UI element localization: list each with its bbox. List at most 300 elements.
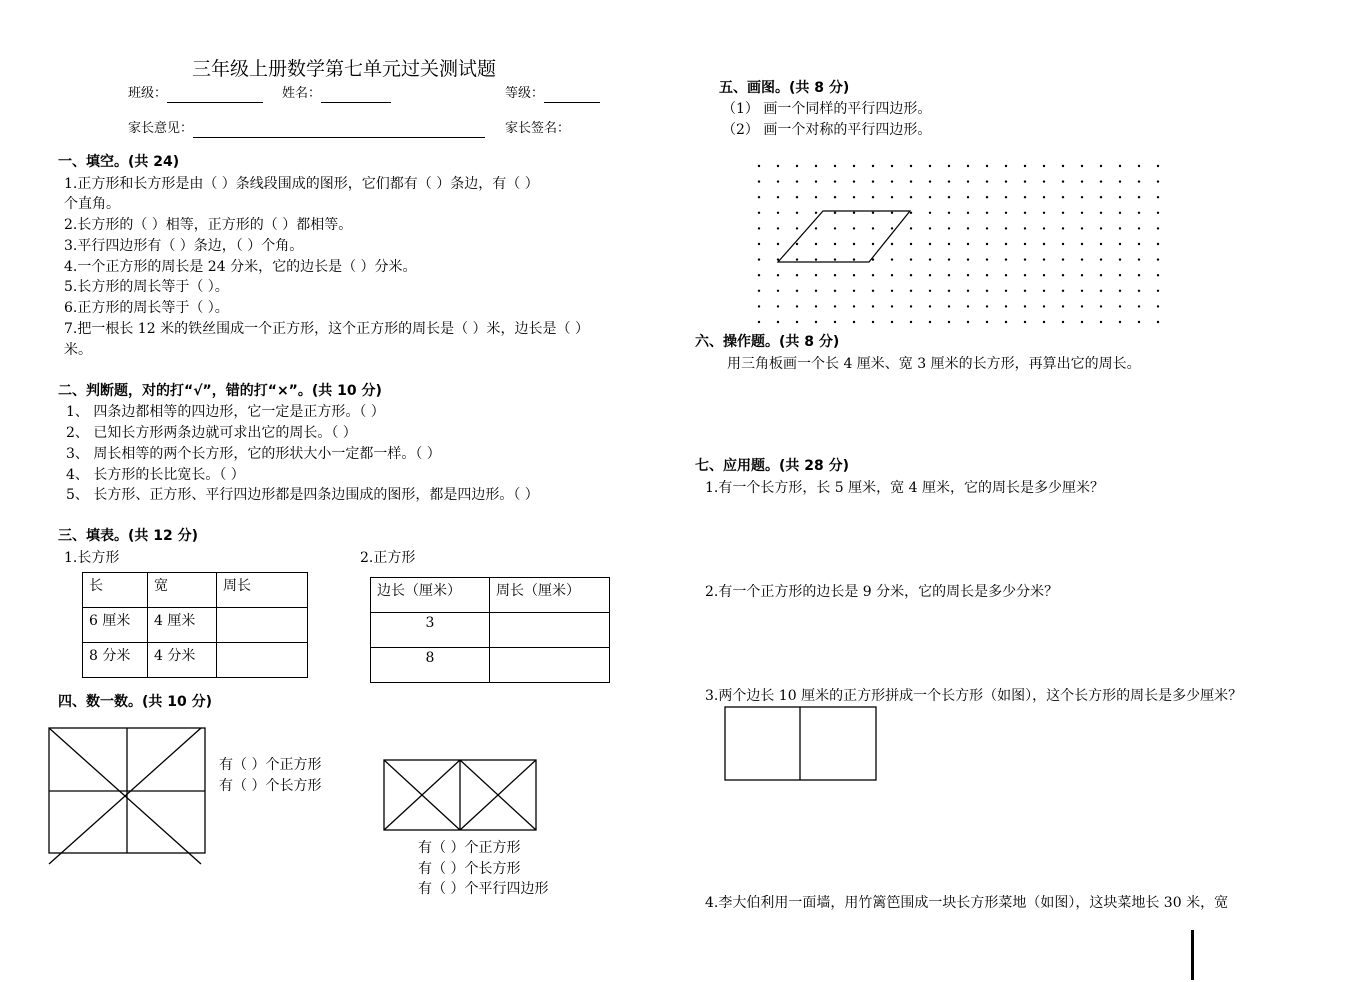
grid-dot	[1062, 274, 1064, 276]
table-cell: 4 分米	[148, 643, 217, 678]
grid-dot	[1119, 212, 1121, 214]
s1-question-7b: 米。	[64, 342, 92, 358]
grid-dot	[1062, 321, 1064, 323]
grid-dot	[986, 196, 988, 198]
grid-dot	[929, 212, 931, 214]
grid-dot	[1157, 212, 1159, 214]
counting-figure-2	[382, 758, 538, 832]
name-field	[282, 85, 391, 103]
grid-dot	[796, 258, 798, 260]
grid-dot	[796, 165, 798, 167]
grid-dot	[929, 258, 931, 260]
grid-dot	[1024, 212, 1026, 214]
grid-dot	[1100, 305, 1102, 307]
grid-dot	[1005, 274, 1007, 276]
grid-dot	[910, 243, 912, 245]
s1-question-7a: 7.把一根长 12 米的铁丝围成一个正方形，这个正方形的周长是（ ）米，边长是（ ）	[64, 321, 589, 337]
grid-dot	[796, 212, 798, 214]
grid-dot	[929, 243, 931, 245]
grid-dot	[815, 243, 817, 245]
grid-dot	[853, 196, 855, 198]
grid-dot	[872, 165, 874, 167]
fig2-answer-1: 有（ ）个正方形	[418, 840, 521, 856]
table-row	[83, 608, 308, 643]
grid-dot	[1081, 180, 1083, 182]
grid-dot	[872, 180, 874, 182]
grid-dot	[1119, 180, 1121, 182]
grid-dot	[910, 290, 912, 292]
grid-dot	[1043, 165, 1045, 167]
grid-dot	[948, 274, 950, 276]
name-label: 姓名：	[282, 86, 322, 101]
grid-dot	[948, 290, 950, 292]
section3-heading: 三、填表。(共 12 分)	[58, 528, 199, 544]
grid-dot	[1081, 321, 1083, 323]
counting-figure-1	[46, 726, 206, 866]
table-cell: 6 厘米	[83, 608, 148, 643]
grid-dot	[815, 180, 817, 182]
grid-dot	[929, 180, 931, 182]
grid-dot	[1005, 212, 1007, 214]
grid-dot	[1157, 243, 1159, 245]
grid-dot	[891, 258, 893, 260]
grid-dot	[967, 212, 969, 214]
table-cell-blank[interactable]	[217, 608, 308, 643]
grid-dot	[834, 243, 836, 245]
grid-dot	[758, 290, 760, 292]
grid-dot	[1062, 290, 1064, 292]
grid-dot	[834, 274, 836, 276]
s5-item-1: （1） 画一个同样的平行四边形。	[722, 101, 932, 117]
grid-dot	[1138, 274, 1140, 276]
grid-dot	[815, 274, 817, 276]
grid-dot	[815, 196, 817, 198]
grid-dot	[1062, 196, 1064, 198]
grid-dot	[796, 180, 798, 182]
page-title: 三年级上册数学第七单元过关测试题	[192, 58, 497, 80]
grid-dot	[1157, 227, 1159, 229]
grid-dot	[834, 321, 836, 323]
grid-dot	[758, 196, 760, 198]
grid-dot	[1119, 305, 1121, 307]
grid-dot	[1100, 196, 1102, 198]
parent-opinion-field	[128, 120, 485, 138]
s2-item-4: 4、 长方形的长比宽长。（ ）	[66, 467, 245, 483]
grid-dot	[1062, 165, 1064, 167]
grid-dot	[1024, 305, 1026, 307]
grid-dot	[777, 243, 779, 245]
grid-dot	[1138, 290, 1140, 292]
grid-dot	[834, 180, 836, 182]
grid-dot	[986, 180, 988, 182]
grid-dot	[986, 321, 988, 323]
grid-dot	[1043, 321, 1045, 323]
grid-dot	[758, 227, 760, 229]
grid-dot	[1119, 165, 1121, 167]
grid-dot	[834, 212, 836, 214]
grid-dot	[758, 212, 760, 214]
grid-dot	[891, 212, 893, 214]
grade-field	[505, 85, 600, 103]
grid-dot	[1119, 290, 1121, 292]
section5-heading: 五、画图。(共 8 分)	[719, 80, 850, 96]
grid-dot	[815, 227, 817, 229]
grid-dot	[967, 180, 969, 182]
grid-dot	[815, 258, 817, 260]
grid-dot	[815, 305, 817, 307]
s1-question-1b: 个直角。	[64, 196, 120, 212]
grid-dot	[910, 196, 912, 198]
grid-dot	[967, 196, 969, 198]
s7-question-3: 3.两个边长 10 厘米的正方形拼成一个长方形（如图），这个长方形的周长是多少厘米？	[705, 688, 1243, 704]
grid-dot	[872, 212, 874, 214]
grid-dot	[777, 305, 779, 307]
grid-dot	[1100, 258, 1102, 260]
grid-dot	[758, 274, 760, 276]
grid-dot	[1043, 305, 1045, 307]
section7-heading: 七、应用题。(共 28 分)	[695, 458, 850, 474]
grid-dot	[853, 321, 855, 323]
table-header-row	[83, 573, 308, 608]
square-table-label: 2.正方形	[360, 550, 416, 566]
grade-label: 等级：	[505, 86, 545, 101]
table-header-row	[371, 578, 610, 613]
parallelogram-shape	[778, 211, 910, 262]
grid-dot	[777, 180, 779, 182]
grid-dot	[853, 290, 855, 292]
grid-dot	[948, 243, 950, 245]
grid-dot	[796, 274, 798, 276]
grid-dot	[1024, 180, 1026, 182]
grid-dot	[967, 305, 969, 307]
grid-dot	[1138, 305, 1140, 307]
grid-dot	[872, 274, 874, 276]
grid-dot	[1005, 321, 1007, 323]
s2-item-5: 5、 长方形、正方形、平行四边形都是四条边围成的图形，都是四边形。（ ）	[66, 487, 539, 503]
wall-line	[1191, 930, 1194, 980]
grid-dot	[1043, 274, 1045, 276]
s1-question-4: 4.一个正方形的周长是 24 分米，它的边长是（ ）分米。	[64, 259, 417, 275]
name-blank[interactable]	[321, 88, 391, 103]
grid-dot	[929, 165, 931, 167]
grid-dot	[1119, 227, 1121, 229]
grid-dot	[834, 227, 836, 229]
fig1-answer-2: 有（ ）个长方形	[219, 778, 322, 794]
grid-dot	[834, 258, 836, 260]
s2-item-1: 1、 四条边都相等的四边形，它一定是正方形。（ ）	[66, 404, 385, 420]
grid-dot	[1119, 274, 1121, 276]
grid-dot	[891, 227, 893, 229]
grid-dot	[986, 305, 988, 307]
grid-dot	[929, 196, 931, 198]
grid-dot	[910, 258, 912, 260]
grid-dot	[777, 196, 779, 198]
s7-question-4: 4.李大伯利用一面墙，用竹篱笆围成一块长方形菜地（如图），这块菜地长 30 米，宽	[705, 895, 1229, 911]
grid-dot	[891, 274, 893, 276]
grid-dot	[967, 290, 969, 292]
grid-dot	[815, 321, 817, 323]
grid-dot	[872, 243, 874, 245]
grid-dot	[872, 305, 874, 307]
grid-dot	[1024, 321, 1026, 323]
grid-dot	[1138, 258, 1140, 260]
grid-dot	[1157, 305, 1159, 307]
grid-dot	[1024, 274, 1026, 276]
grid-dot	[777, 227, 779, 229]
grid-dot	[1024, 227, 1026, 229]
table-cell-blank[interactable]	[490, 613, 610, 648]
grid-dot	[853, 165, 855, 167]
grid-dot	[834, 290, 836, 292]
grid-dot	[967, 165, 969, 167]
grid-dot	[948, 196, 950, 198]
grid-dot	[1081, 290, 1083, 292]
grid-dot	[1043, 180, 1045, 182]
section6-heading: 六、操作题。(共 8 分)	[695, 334, 840, 350]
grid-dot	[1100, 227, 1102, 229]
grid-dot	[1138, 196, 1140, 198]
grid-dot	[1100, 290, 1102, 292]
grid-dot	[910, 165, 912, 167]
grid-dot	[1119, 321, 1121, 323]
grid-dot	[1100, 180, 1102, 182]
grid-dot	[986, 212, 988, 214]
grid-dot	[1100, 165, 1102, 167]
fig2-answer-3: 有（ ）个平行四边形	[418, 881, 549, 897]
grid-dot	[1062, 258, 1064, 260]
grid-dot	[891, 196, 893, 198]
grid-dot	[910, 305, 912, 307]
s1-question-6: 6.正方形的周长等于（ ）。	[64, 300, 229, 316]
grid-dot	[1024, 258, 1026, 260]
grid-dot	[986, 227, 988, 229]
table-row	[371, 613, 610, 648]
grid-dot	[891, 321, 893, 323]
class-field	[128, 85, 263, 103]
parent-sign-label: 家长签名：	[505, 121, 571, 136]
grid-dot	[948, 321, 950, 323]
grid-dot	[1005, 180, 1007, 182]
table-row	[83, 643, 308, 678]
grid-dot	[777, 212, 779, 214]
grid-dot	[948, 212, 950, 214]
grid-dot	[1043, 227, 1045, 229]
grid-dot	[853, 305, 855, 307]
grid-dot	[1024, 290, 1026, 292]
grid-dot	[1043, 258, 1045, 260]
grid-dot	[967, 258, 969, 260]
grid-dot	[1005, 290, 1007, 292]
grid-dot	[967, 243, 969, 245]
grid-dot	[1081, 227, 1083, 229]
grid-dot	[758, 165, 760, 167]
table-cell-blank[interactable]	[217, 643, 308, 678]
grid-dot	[1157, 180, 1159, 182]
grid-dot	[872, 227, 874, 229]
grid-dot	[948, 165, 950, 167]
grid-dot	[1138, 165, 1140, 167]
table-header-cell: 边长（厘米）	[371, 578, 490, 613]
table-cell: 4 厘米	[148, 608, 217, 643]
grid-dot	[853, 274, 855, 276]
grid-dot	[1024, 243, 1026, 245]
s7-question-2: 2.有一个正方形的边长是 9 分米，它的周长是多少分米？	[705, 584, 1059, 600]
grid-dot	[967, 274, 969, 276]
grid-dot	[758, 321, 760, 323]
grid-dot	[872, 321, 874, 323]
grid-dot	[1062, 227, 1064, 229]
grid-dot	[1081, 212, 1083, 214]
grid-dot	[796, 305, 798, 307]
grid-dot	[891, 305, 893, 307]
grid-dot	[872, 196, 874, 198]
grid-dot	[834, 196, 836, 198]
table-header-cell: 周长（厘米）	[490, 578, 610, 613]
grid-dot	[1005, 258, 1007, 260]
grid-dot	[1119, 196, 1121, 198]
section1-heading: 一、填空。(共 24)	[58, 154, 180, 170]
fig1-answer-1: 有（ ）个正方形	[219, 757, 322, 773]
table-cell-blank[interactable]	[490, 648, 610, 683]
grid-dot	[929, 227, 931, 229]
table-row	[371, 648, 610, 683]
grid-dot	[1119, 243, 1121, 245]
grid-dot	[1062, 243, 1064, 245]
grid-dot	[1138, 227, 1140, 229]
grid-dot	[948, 258, 950, 260]
table-header-cell: 周长	[217, 573, 308, 608]
grid-dot	[1005, 243, 1007, 245]
grid-dot	[1100, 321, 1102, 323]
grid-dot	[777, 321, 779, 323]
section2-heading: 二、判断题，对的打“√”，错的打“×”。(共 10 分)	[58, 383, 382, 399]
grid-dot	[872, 290, 874, 292]
grid-dot	[891, 243, 893, 245]
grid-dot	[1081, 305, 1083, 307]
grid-dot	[1100, 212, 1102, 214]
grid-dot	[853, 243, 855, 245]
s6-text: 用三角板画一个长 4 厘米、宽 3 厘米的长方形，再算出它的周长。	[727, 356, 1141, 372]
grid-dot	[1043, 290, 1045, 292]
grid-dot	[1119, 258, 1121, 260]
grid-dot	[1005, 196, 1007, 198]
grid-dot	[948, 305, 950, 307]
grid-dot	[1138, 243, 1140, 245]
s1-question-1a: 1.正方形和长方形是由（ ）条线段围成的图形，它们都有（ ）条边，有（ ）	[64, 176, 539, 192]
grid-dot	[929, 321, 931, 323]
grid-dot	[910, 321, 912, 323]
grid-dot	[834, 165, 836, 167]
rectangle-table	[82, 572, 308, 678]
grid-dot	[1043, 212, 1045, 214]
grid-dot	[967, 227, 969, 229]
s1-question-2: 2.长方形的（ ）相等，正方形的（ ）都相等。	[64, 217, 353, 233]
fig2-answer-2: 有（ ）个长方形	[418, 861, 521, 877]
s1-question-5: 5.长方形的周长等于（ ）。	[64, 279, 229, 295]
grid-dot	[910, 212, 912, 214]
table-cell: 3	[371, 613, 490, 648]
grid-dot	[1062, 180, 1064, 182]
grid-dot	[834, 305, 836, 307]
class-label: 班级：	[128, 86, 168, 101]
grid-dot	[929, 305, 931, 307]
grid-dot	[986, 258, 988, 260]
grid-dot	[1138, 321, 1140, 323]
grid-dot	[1157, 196, 1159, 198]
grid-dot	[910, 180, 912, 182]
grid-dot	[777, 274, 779, 276]
grid-dot	[986, 165, 988, 167]
grid-dot	[815, 290, 817, 292]
grid-dot	[796, 227, 798, 229]
grid-dot	[1062, 305, 1064, 307]
dot-grid[interactable]	[755, 162, 1175, 332]
grid-dot	[986, 243, 988, 245]
grid-dot	[1081, 243, 1083, 245]
grid-dot	[910, 274, 912, 276]
grid-dot	[1081, 196, 1083, 198]
grid-dot	[853, 258, 855, 260]
grid-dot	[1138, 180, 1140, 182]
grid-dot	[1005, 165, 1007, 167]
grid-dot	[986, 274, 988, 276]
grid-dot	[1157, 290, 1159, 292]
s5-item-2: （2） 画一个对称的平行四边形。	[722, 122, 932, 138]
grid-dot	[1024, 196, 1026, 198]
s2-item-3: 3、 周长相等的两个长方形，它的形状大小一定都一样。（ ）	[66, 446, 441, 462]
grid-dot	[777, 165, 779, 167]
class-blank[interactable]	[167, 88, 263, 103]
grid-dot	[1081, 165, 1083, 167]
grid-dot	[796, 321, 798, 323]
grid-dot	[777, 290, 779, 292]
grid-dot	[796, 290, 798, 292]
grid-dot	[1157, 321, 1159, 323]
parent-opinion-blank[interactable]	[193, 123, 485, 138]
grid-dot	[929, 290, 931, 292]
grid-dot	[758, 243, 760, 245]
grade-blank[interactable]	[544, 88, 600, 103]
grid-dot	[815, 212, 817, 214]
grid-dot	[1081, 258, 1083, 260]
grid-dot	[1157, 258, 1159, 260]
grid-dot	[815, 165, 817, 167]
grid-dot	[891, 165, 893, 167]
grid-dot	[1005, 227, 1007, 229]
grid-dot	[891, 290, 893, 292]
grid-dot	[929, 274, 931, 276]
grid-dot	[1157, 274, 1159, 276]
grid-dot	[910, 227, 912, 229]
grid-dot	[948, 180, 950, 182]
square-table	[370, 577, 610, 683]
grid-dot	[1062, 212, 1064, 214]
table-header-cell: 宽	[148, 573, 217, 608]
grid-dot	[853, 180, 855, 182]
s2-item-2: 2、 已知长方形两条边就可求出它的周长。（ ）	[66, 425, 357, 441]
grid-dot	[1100, 274, 1102, 276]
table-header-cell: 长	[83, 573, 148, 608]
grid-dot	[948, 227, 950, 229]
grid-dot	[758, 258, 760, 260]
grid-dot	[796, 196, 798, 198]
section4-heading: 四、数一数。(共 10 分)	[58, 694, 213, 710]
grid-dot	[1005, 305, 1007, 307]
parent-opinion-label: 家长意见：	[128, 121, 194, 136]
grid-dot	[1081, 274, 1083, 276]
rectangle-table-label: 1.长方形	[64, 550, 120, 566]
grid-dot	[853, 227, 855, 229]
